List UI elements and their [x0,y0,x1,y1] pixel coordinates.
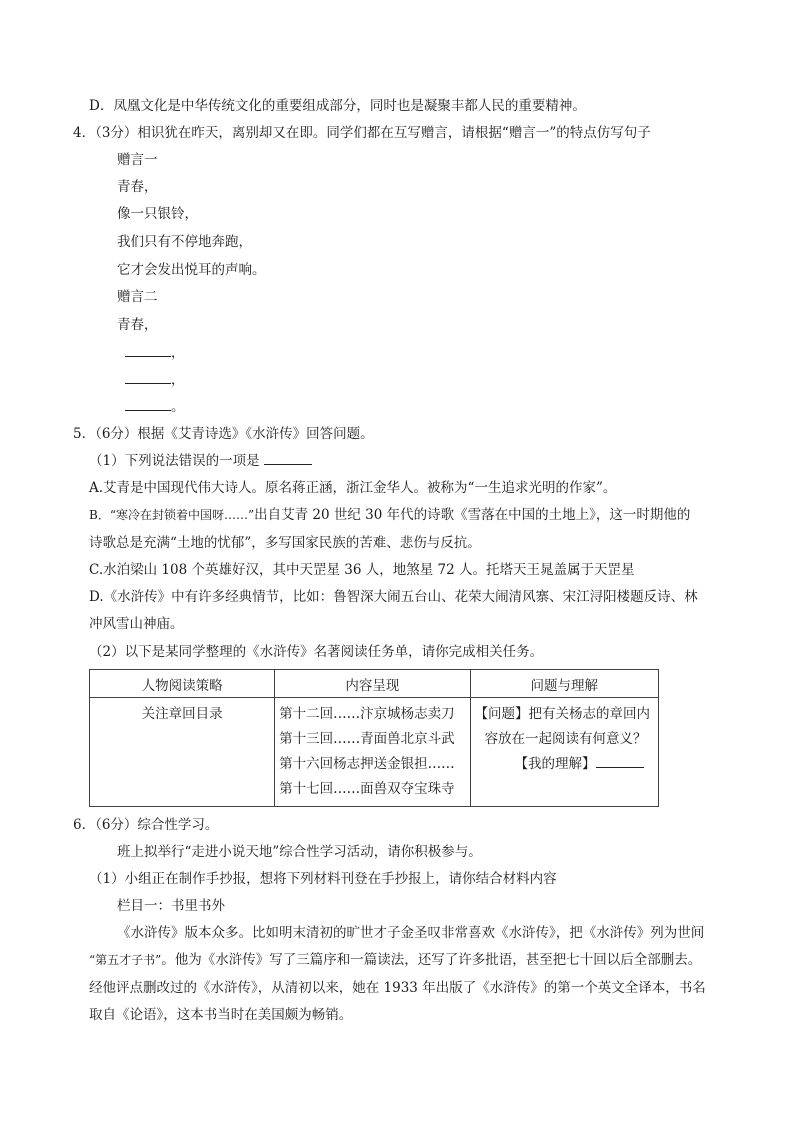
q6-stem: 6．（6分）综合性学习。 [73,817,219,833]
answer-blank[interactable] [264,452,312,465]
chapters-cell [275,698,470,807]
q4-gift1-line: 我们只有不停地奔跑， [117,234,252,250]
q5-option-d-cont: 冲风雪山神庙。 [89,616,184,632]
q4-gift1-line: 它才会发出悦耳的声响。 [117,262,266,278]
q3-option-d: D．凤凰文化是中华传统文化的重要组成部分，同时也是凝聚丰都人民的重要精神。 [89,98,586,114]
q4-gift1-title: 赠言一 [117,152,158,168]
q5-option-a: A.艾青是中国现代伟大诗人。原名蒋正涵，浙江金华人。被称为“一生追求光明的作家”。 [89,480,617,496]
strategy-cell: 关注章回目录 [90,698,275,807]
answer-blank[interactable] [125,371,171,384]
chapter-item: 第十三回……青面兽北京斗武 [279,731,455,747]
answer-blank[interactable] [125,398,171,411]
q4-gift2-title: 赠言二 [117,289,158,305]
q6-paragraph: “第五才子书”。他为《水浒传》写了三篇序和一篇读法，还写了许多批语，甚至把七十回以后全部删去。 [89,952,702,968]
q5-option-d: D.《水浒传》中有许多经典情节，比如：鲁智深大闹五台山、花荣大闹清风寨、宋江浔阳楼题反诗、林 [89,589,698,605]
table-row [90,698,659,807]
q4-blank-row: ， [125,371,185,389]
table-header: 问题与理解 [470,670,658,698]
q6-intro: 班上拟举行“走进小说天地”综合性学习活动，请你积极参与。 [117,844,482,860]
q4-gift2-first: 青春， [117,317,158,333]
q6-paragraph: 《水浒传》版本众多。比如明末清初的旷世才子金圣叹非常喜欢《水浒传》，把《水浒传》列为世间 [117,925,705,941]
q6-paragraph: 经他评点删改过的《水浒传》，从清初以来，她在 1933 年出版了《水浒传》的第一个英文全译本，书名 [89,980,706,996]
answer-blank[interactable] [125,344,171,357]
q5-option-b: B．“寒冷在封锁着中国呀……”出自艾青 20 世纪 30 年代的诗歌《雪落在中国的土地上》，这一时期他的 [89,507,691,523]
q6-column-title: 栏目一：书里书外 [117,898,225,914]
q5-option-b-cont: 诗歌总是充满“土地的忧郁”，多写国家民族的苦难、悲伤与反抗。 [89,535,481,551]
q4-blank-row: ， [125,344,185,362]
reading-task-table [89,669,659,807]
q5-sub2: （2）以下是某同学整理的《水浒传》名著阅读任务单，请你完成相关任务。 [89,644,544,660]
chapter-item: 第十七回……面兽双夺宝珠寺 [279,781,455,797]
chapter-item: 第十六回杨志押送金银担…… [279,756,455,772]
q4-blank-row: 。 [125,398,185,416]
q6-sub1: （1）小组正在制作手抄报，想将下列材料刊登在手抄报上，请你结合材料内容 [89,871,557,887]
question-cell: 【问题】把有关杨志的章回内 容放在一起阅读有何意义？ 【我的理解】 [470,698,658,807]
q5-sub1: （1）下列说法错误的一项是 [89,452,312,470]
chapter-item: 第十二回……汴京城杨志卖刀 [279,706,455,722]
q4-gift1-line: 青春， [117,179,158,195]
q4-gift1-line: 像一只银铃， [117,206,198,222]
q5-stem: 5．（6分）根据《艾青诗选》《水浒传》回答问题。 [73,426,374,442]
answer-blank[interactable] [596,755,644,768]
q5-option-c: C.水泊梁山 108 个英雄好汉，其中天罡星 36 人，地煞星 72 人。托塔天王晁盖属于天罡星 [89,562,635,578]
table-header: 人物阅读策略 [90,670,275,698]
table-header-row [90,670,659,698]
q6-paragraph: 取自《论语》，这本书当时在美国颇为畅销。 [89,1007,353,1023]
q4-stem: 4．（3分）相识犹在昨天，离别却又在即。同学们都在互写赠言，请根据“赠言一”的特点仿写句子 [73,125,651,141]
table-header: 内容呈现 [275,670,470,698]
